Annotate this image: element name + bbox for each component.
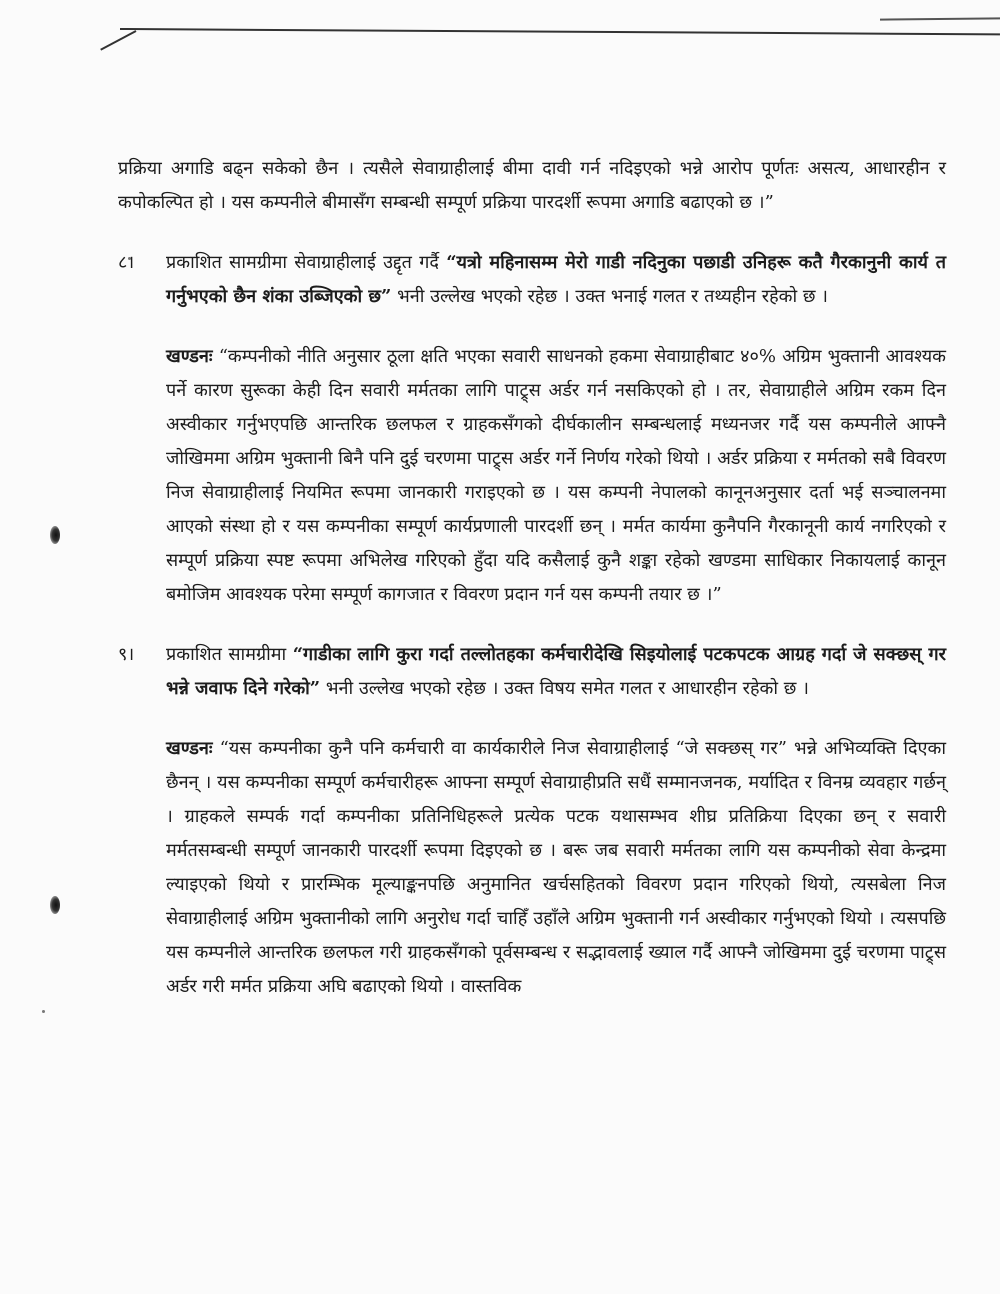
intro-text: प्रक्रिया अगाडि बढ्न सकेको छैन । त्यसैले सेवाग्राहीलाई बीमा दावी गर्न नदिइएको भन्ने आरोप पूर्णतः असत्य, आधारहीन र कपोकल्पित हो । यस कम्पनीले बीमासँग सम्बन्धी सम्पूर्ण प्रक्रिया पारदर्शी रूपमा अगाडि बढाएको छ ।” xyxy=(118,158,946,213)
numbered-item-8 xyxy=(118,246,946,314)
punch-hole-mark xyxy=(50,526,60,544)
scan-page-edge-underlay xyxy=(880,17,1000,20)
statement-text: भनी उल्लेख भएको रहेछ । उक्त भनाई गलत र तथ्यहीन रहेको छ । xyxy=(391,286,829,307)
punch-hole-mark xyxy=(50,896,60,914)
item-statement xyxy=(166,246,946,314)
numbered-item-9 xyxy=(118,638,946,706)
item-number: ८। xyxy=(118,252,135,273)
quoted-claim: “गाडीका लागि कुरा गर्दा तल्लोतहका कर्मचारीदेखि सिइयोलाई पटकपटक आग्रह गर्दा जे सक्छस् गर भन्ने जवाफ दिने गरेको” xyxy=(166,644,946,699)
rebuttal-label: खण्डनः xyxy=(166,346,213,367)
rebuttal-text: “यस कम्पनीका कुनै पनि कर्मचारी वा कार्यकारीले निज सेवाग्राहीलाई “जे सक्छस् गर” भन्ने अभिव्यक्ति दिएका छैनन् । यस कम्पनीका सम्पूर्ण कर्मचारीहरू आफ्ना सम्पूर्ण सेवाग्राहीप्रति सधैं सम्मानजनक, मर्यादित र विनम्र व्यवहार गर्छन् । ग्राहकले सम्पर्क गर्दा कम्पनीका प्रतिनिधिहरूले प्रत्येक पटक यथासम्भव शीघ्र प्रतिक्रिया दिएका छन् र सवारी मर्मतसम्बन्धी सम्पूर्ण जानकारी पारदर्शी रूपमा दिइएको छ । बरू जब सवारी मर्मतका लागि यस कम्पनीको सेवा केन्द्रमा ल्याइएको थियो र प्रारम्भिक मूल्याङ्कनपछि अनुमानित खर्चसहितको विवरण प्रदान गरिएको थियो, त्यसबेला निज सेवाग्राहीलाई अग्रिम भुक्तानीको लागि अनुरोध गर्दा चाहिँ उहाँले अग्रिम भुक्तानी गर्न अस्वीकार गर्नुभएको थियो । त्यसपछि यस कम्पनीले आन्तरिक छलफल गरी ग्राहकसँगको पूर्वसम्बन्ध र सद्भावलाई ख्याल गर्दै आफ्नै जोखिममा दुई चरणमा पाट्र्स अर्डर गरी मर्मत प्रक्रिया अघि बढाएको थियो । वास्तविक xyxy=(166,738,946,997)
document-body xyxy=(118,152,946,1030)
statement-text: प्रकाशित सामग्रीमा xyxy=(166,644,293,665)
statement-text: प्रकाशित सामग्रीमा सेवाग्राहीलाई उद्दृत गर्दै xyxy=(166,252,447,273)
rebuttal-label: खण्डनः xyxy=(166,738,213,759)
rebuttal-text: “कम्पनीको नीति अनुसार ठूला क्षति भएका सवारी साधनको हकमा सेवाग्राहीबाट ४०% अग्रिम भुक्तानी आवश्यक पर्ने कारण सुरूका केही दिन सवारी मर्मतका लागि पाट्र्स अर्डर गर्न नसकिएको हो । तर, सेवाग्राहीले अग्रिम रकम दिन अस्वीकार गर्नुभएपछि आन्तरिक छलफल र ग्राहकसँगको दीर्घकालीन सम्बन्धलाई मध्यनजर गर्दै यस कम्पनीले आफ्नै जोखिममा अग्रिम भुक्तानी बिनै पनि दुई चरणमा पाट्र्स अर्डर गर्ने निर्णय गरेको थियो । अर्डर प्रक्रिया र मर्मतको सबै विवरण निज सेवाग्राहीलाई नियमित रूपमा जानकारी गराइएको छ । यस कम्पनी नेपालको कानूनअनुसार दर्ता भई सञ्चालनमा आएको संस्था हो र यस कम्पनीका सम्पूर्ण कार्यप्रणाली पारदर्शी छन् । मर्मत कार्यमा कुनैपनि गैरकानूनी कार्य नगरिएको र सम्पूर्ण प्रक्रिया स्पष्ट रूपमा अभिलेख गरिएको हुँदा यदि कसैलाई कुनै शङ्का रहेको खण्डमा साधिकार निकायलाई कानून बमोजिम आवश्यक परेमा सम्पूर्ण कागजात र विवरण प्रदान गर्न यस कम्पनी तयार छ ।” xyxy=(166,346,946,605)
rebuttal-paragraph-8 xyxy=(166,340,946,612)
item-statement xyxy=(166,638,946,706)
scan-page-edge xyxy=(120,28,1000,47)
statement-text: भनी उल्लेख भएको रहेछ । उक्त विषय समेत गलत र आधारहीन रहेको छ । xyxy=(320,678,809,699)
scan-speck xyxy=(42,1010,45,1013)
item-number: ९। xyxy=(118,644,135,665)
intro-paragraph xyxy=(118,152,946,220)
rebuttal-paragraph-9 xyxy=(166,732,946,1004)
quoted-claim: “यत्रो महिनासम्म मेरो गाडी नदिनुका पछाडी उनिहरू कतै गैरकानुनी कार्य त गर्नुभएको छैन शंका उब्जिएको छ” xyxy=(166,252,946,307)
